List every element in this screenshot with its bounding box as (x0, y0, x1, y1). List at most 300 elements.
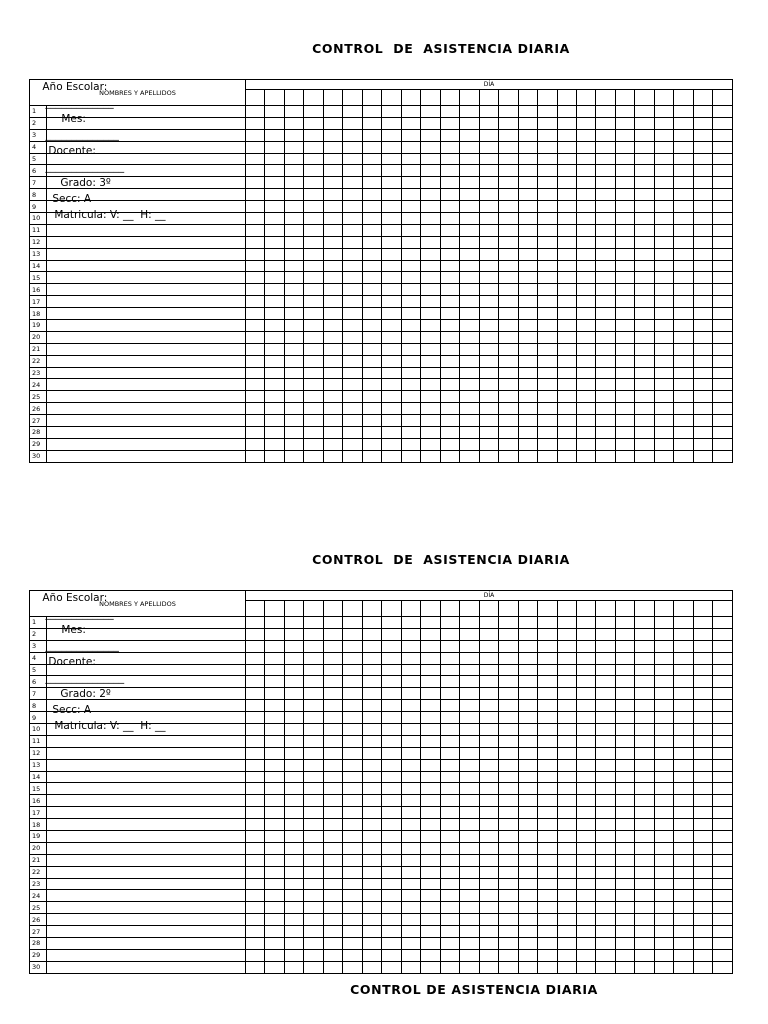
attendance-cell[interactable] (323, 260, 342, 272)
attendance-cell[interactable] (576, 688, 595, 700)
attendance-cell[interactable] (440, 688, 459, 700)
attendance-cell[interactable] (460, 106, 479, 118)
attendance-cell[interactable] (576, 842, 595, 854)
attendance-cell[interactable] (421, 747, 440, 759)
attendance-cell[interactable] (635, 308, 654, 320)
attendance-cell[interactable] (615, 878, 634, 890)
attendance-cell[interactable] (713, 831, 733, 843)
attendance-cell[interactable] (615, 438, 634, 450)
attendance-cell[interactable] (635, 153, 654, 165)
attendance-cell[interactable] (518, 617, 537, 629)
attendance-cell[interactable] (479, 735, 498, 747)
attendance-cell[interactable] (246, 628, 265, 640)
attendance-cell[interactable] (635, 676, 654, 688)
attendance-cell[interactable] (284, 260, 303, 272)
attendance-cell[interactable] (265, 700, 284, 712)
attendance-cell[interactable] (265, 807, 284, 819)
attendance-cell[interactable] (674, 938, 693, 950)
attendance-cell[interactable] (713, 296, 733, 308)
attendance-cell[interactable] (674, 248, 693, 260)
attendance-cell[interactable] (440, 712, 459, 724)
day-header-cell[interactable] (596, 601, 615, 617)
attendance-cell[interactable] (265, 926, 284, 938)
attendance-cell[interactable] (499, 854, 518, 866)
attendance-cell[interactable] (518, 902, 537, 914)
attendance-cell[interactable] (713, 890, 733, 902)
attendance-cell[interactable] (635, 735, 654, 747)
attendance-cell[interactable] (499, 914, 518, 926)
attendance-cell[interactable] (440, 189, 459, 201)
attendance-cell[interactable] (382, 320, 401, 332)
attendance-cell[interactable] (693, 106, 712, 118)
attendance-cell[interactable] (246, 177, 265, 189)
attendance-cell[interactable] (421, 236, 440, 248)
attendance-cell[interactable] (615, 379, 634, 391)
attendance-cell[interactable] (401, 688, 420, 700)
attendance-cell[interactable] (615, 735, 634, 747)
attendance-cell[interactable] (693, 795, 712, 807)
attendance-cell[interactable] (460, 213, 479, 225)
attendance-cell[interactable] (343, 795, 362, 807)
day-header-cell[interactable] (499, 90, 518, 106)
attendance-cell[interactable] (713, 248, 733, 260)
attendance-cell[interactable] (713, 189, 733, 201)
attendance-cell[interactable] (615, 783, 634, 795)
attendance-cell[interactable] (304, 628, 323, 640)
attendance-cell[interactable] (362, 165, 381, 177)
attendance-cell[interactable] (576, 391, 595, 403)
attendance-cell[interactable] (518, 165, 537, 177)
attendance-cell[interactable] (635, 712, 654, 724)
attendance-cell[interactable] (538, 712, 557, 724)
day-header-cell[interactable] (479, 601, 498, 617)
attendance-cell[interactable] (713, 415, 733, 427)
attendance-cell[interactable] (576, 331, 595, 343)
attendance-cell[interactable] (499, 902, 518, 914)
attendance-cell[interactable] (421, 343, 440, 355)
attendance-cell[interactable] (362, 129, 381, 141)
attendance-cell[interactable] (518, 712, 537, 724)
attendance-cell[interactable] (596, 272, 615, 284)
attendance-cell[interactable] (654, 676, 673, 688)
attendance-cell[interactable] (421, 284, 440, 296)
attendance-cell[interactable] (479, 355, 498, 367)
attendance-cell[interactable] (557, 224, 576, 236)
attendance-cell[interactable] (518, 783, 537, 795)
attendance-cell[interactable] (284, 284, 303, 296)
attendance-cell[interactable] (382, 878, 401, 890)
day-header-cell[interactable] (362, 90, 381, 106)
attendance-cell[interactable] (693, 117, 712, 129)
attendance-cell[interactable] (538, 724, 557, 736)
attendance-cell[interactable] (323, 831, 342, 843)
attendance-cell[interactable] (323, 747, 342, 759)
attendance-cell[interactable] (265, 415, 284, 427)
attendance-cell[interactable] (576, 403, 595, 415)
attendance-cell[interactable] (713, 902, 733, 914)
attendance-cell[interactable] (538, 391, 557, 403)
attendance-cell[interactable] (538, 914, 557, 926)
attendance-cell[interactable] (362, 759, 381, 771)
attendance-cell[interactable] (421, 129, 440, 141)
attendance-cell[interactable] (362, 391, 381, 403)
attendance-cell[interactable] (615, 914, 634, 926)
attendance-cell[interactable] (362, 141, 381, 153)
attendance-cell[interactable] (401, 890, 420, 902)
attendance-cell[interactable] (538, 213, 557, 225)
attendance-cell[interactable] (576, 664, 595, 676)
attendance-cell[interactable] (460, 902, 479, 914)
attendance-cell[interactable] (460, 866, 479, 878)
attendance-cell[interactable] (440, 866, 459, 878)
attendance-cell[interactable] (615, 842, 634, 854)
attendance-cell[interactable] (284, 831, 303, 843)
attendance-cell[interactable] (284, 438, 303, 450)
attendance-cell[interactable] (265, 831, 284, 843)
attendance-cell[interactable] (713, 117, 733, 129)
attendance-cell[interactable] (674, 403, 693, 415)
attendance-cell[interactable] (635, 213, 654, 225)
attendance-cell[interactable] (674, 141, 693, 153)
attendance-cell[interactable] (538, 117, 557, 129)
attendance-cell[interactable] (460, 700, 479, 712)
attendance-cell[interactable] (479, 201, 498, 213)
attendance-cell[interactable] (362, 177, 381, 189)
attendance-cell[interactable] (440, 902, 459, 914)
attendance-cell[interactable] (246, 296, 265, 308)
attendance-cell[interactable] (674, 640, 693, 652)
attendance-cell[interactable] (576, 724, 595, 736)
attendance-cell[interactable] (246, 248, 265, 260)
attendance-cell[interactable] (576, 165, 595, 177)
attendance-cell[interactable] (460, 379, 479, 391)
attendance-cell[interactable] (362, 961, 381, 973)
attendance-cell[interactable] (440, 783, 459, 795)
attendance-cell[interactable] (576, 308, 595, 320)
attendance-cell[interactable] (635, 617, 654, 629)
student-name-cell[interactable] (47, 355, 246, 367)
attendance-cell[interactable] (246, 106, 265, 118)
attendance-cell[interactable] (284, 700, 303, 712)
attendance-cell[interactable] (674, 700, 693, 712)
attendance-cell[interactable] (304, 367, 323, 379)
attendance-cell[interactable] (674, 688, 693, 700)
attendance-cell[interactable] (499, 224, 518, 236)
attendance-cell[interactable] (615, 355, 634, 367)
attendance-cell[interactable] (421, 141, 440, 153)
attendance-cell[interactable] (440, 628, 459, 640)
attendance-cell[interactable] (576, 890, 595, 902)
attendance-cell[interactable] (323, 724, 342, 736)
attendance-cell[interactable] (654, 902, 673, 914)
attendance-cell[interactable] (499, 688, 518, 700)
attendance-cell[interactable] (576, 712, 595, 724)
attendance-cell[interactable] (440, 450, 459, 462)
attendance-cell[interactable] (654, 427, 673, 439)
attendance-cell[interactable] (499, 712, 518, 724)
attendance-cell[interactable] (713, 213, 733, 225)
attendance-cell[interactable] (538, 379, 557, 391)
attendance-cell[interactable] (693, 854, 712, 866)
attendance-cell[interactable] (518, 854, 537, 866)
attendance-cell[interactable] (557, 724, 576, 736)
attendance-cell[interactable] (460, 415, 479, 427)
attendance-cell[interactable] (460, 747, 479, 759)
attendance-cell[interactable] (654, 842, 673, 854)
attendance-cell[interactable] (693, 177, 712, 189)
attendance-cell[interactable] (499, 664, 518, 676)
attendance-cell[interactable] (674, 890, 693, 902)
student-name-cell[interactable] (47, 403, 246, 415)
attendance-cell[interactable] (323, 153, 342, 165)
attendance-cell[interactable] (596, 926, 615, 938)
attendance-cell[interactable] (284, 724, 303, 736)
attendance-cell[interactable] (246, 664, 265, 676)
attendance-cell[interactable] (557, 177, 576, 189)
attendance-cell[interactable] (265, 735, 284, 747)
attendance-cell[interactable] (343, 236, 362, 248)
attendance-cell[interactable] (693, 379, 712, 391)
attendance-cell[interactable] (615, 153, 634, 165)
attendance-cell[interactable] (421, 617, 440, 629)
attendance-cell[interactable] (596, 177, 615, 189)
student-name-cell[interactable] (47, 878, 246, 890)
attendance-cell[interactable] (304, 189, 323, 201)
attendance-cell[interactable] (284, 712, 303, 724)
attendance-cell[interactable] (479, 308, 498, 320)
attendance-cell[interactable] (382, 819, 401, 831)
attendance-cell[interactable] (674, 771, 693, 783)
attendance-cell[interactable] (323, 676, 342, 688)
attendance-cell[interactable] (401, 153, 420, 165)
attendance-cell[interactable] (654, 236, 673, 248)
attendance-cell[interactable] (460, 759, 479, 771)
attendance-cell[interactable] (304, 117, 323, 129)
attendance-cell[interactable] (323, 343, 342, 355)
attendance-cell[interactable] (421, 201, 440, 213)
attendance-cell[interactable] (693, 438, 712, 450)
attendance-cell[interactable] (323, 878, 342, 890)
attendance-cell[interactable] (479, 640, 498, 652)
student-name-cell[interactable] (47, 842, 246, 854)
attendance-cell[interactable] (479, 688, 498, 700)
attendance-cell[interactable] (713, 260, 733, 272)
attendance-cell[interactable] (401, 284, 420, 296)
attendance-cell[interactable] (499, 343, 518, 355)
attendance-cell[interactable] (693, 712, 712, 724)
attendance-cell[interactable] (440, 664, 459, 676)
attendance-cell[interactable] (713, 379, 733, 391)
day-header-cell[interactable] (635, 601, 654, 617)
attendance-cell[interactable] (323, 201, 342, 213)
attendance-cell[interactable] (421, 213, 440, 225)
attendance-cell[interactable] (518, 367, 537, 379)
attendance-cell[interactable] (596, 688, 615, 700)
attendance-cell[interactable] (265, 771, 284, 783)
attendance-cell[interactable] (460, 724, 479, 736)
attendance-cell[interactable] (401, 712, 420, 724)
attendance-cell[interactable] (382, 747, 401, 759)
attendance-cell[interactable] (596, 165, 615, 177)
attendance-cell[interactable] (421, 688, 440, 700)
student-name-cell[interactable] (47, 296, 246, 308)
attendance-cell[interactable] (284, 688, 303, 700)
student-name-cell[interactable] (47, 938, 246, 950)
attendance-cell[interactable] (460, 260, 479, 272)
attendance-cell[interactable] (246, 735, 265, 747)
attendance-cell[interactable] (382, 866, 401, 878)
attendance-cell[interactable] (713, 224, 733, 236)
attendance-cell[interactable] (576, 771, 595, 783)
attendance-cell[interactable] (674, 652, 693, 664)
attendance-cell[interactable] (596, 902, 615, 914)
attendance-cell[interactable] (284, 213, 303, 225)
attendance-cell[interactable] (576, 129, 595, 141)
attendance-cell[interactable] (654, 296, 673, 308)
attendance-cell[interactable] (518, 355, 537, 367)
attendance-cell[interactable] (440, 355, 459, 367)
attendance-cell[interactable] (304, 284, 323, 296)
attendance-cell[interactable] (343, 343, 362, 355)
attendance-cell[interactable] (499, 724, 518, 736)
student-name-cell[interactable] (47, 771, 246, 783)
attendance-cell[interactable] (460, 343, 479, 355)
attendance-cell[interactable] (538, 854, 557, 866)
day-header-cell[interactable] (265, 601, 284, 617)
attendance-cell[interactable] (713, 735, 733, 747)
attendance-cell[interactable] (557, 165, 576, 177)
attendance-cell[interactable] (518, 640, 537, 652)
attendance-cell[interactable] (323, 819, 342, 831)
attendance-cell[interactable] (382, 795, 401, 807)
attendance-cell[interactable] (479, 343, 498, 355)
attendance-cell[interactable] (557, 236, 576, 248)
attendance-cell[interactable] (265, 842, 284, 854)
attendance-cell[interactable] (674, 189, 693, 201)
attendance-cell[interactable] (538, 902, 557, 914)
attendance-cell[interactable] (343, 819, 362, 831)
attendance-cell[interactable] (615, 617, 634, 629)
attendance-cell[interactable] (265, 438, 284, 450)
attendance-cell[interactable] (323, 700, 342, 712)
attendance-cell[interactable] (382, 664, 401, 676)
day-header-cell[interactable] (674, 90, 693, 106)
attendance-cell[interactable] (460, 854, 479, 866)
attendance-cell[interactable] (246, 724, 265, 736)
attendance-cell[interactable] (615, 890, 634, 902)
attendance-cell[interactable] (538, 201, 557, 213)
attendance-cell[interactable] (323, 355, 342, 367)
attendance-cell[interactable] (674, 224, 693, 236)
attendance-cell[interactable] (538, 320, 557, 332)
attendance-cell[interactable] (596, 355, 615, 367)
attendance-cell[interactable] (382, 938, 401, 950)
attendance-cell[interactable] (615, 795, 634, 807)
attendance-cell[interactable] (304, 759, 323, 771)
attendance-cell[interactable] (499, 284, 518, 296)
attendance-cell[interactable] (401, 628, 420, 640)
attendance-cell[interactable] (518, 866, 537, 878)
attendance-cell[interactable] (460, 783, 479, 795)
attendance-cell[interactable] (323, 415, 342, 427)
attendance-cell[interactable] (460, 676, 479, 688)
attendance-cell[interactable] (343, 854, 362, 866)
attendance-cell[interactable] (538, 284, 557, 296)
attendance-cell[interactable] (538, 878, 557, 890)
attendance-cell[interactable] (401, 949, 420, 961)
attendance-cell[interactable] (654, 450, 673, 462)
attendance-cell[interactable] (654, 379, 673, 391)
attendance-cell[interactable] (401, 724, 420, 736)
attendance-cell[interactable] (713, 878, 733, 890)
attendance-cell[interactable] (246, 438, 265, 450)
attendance-cell[interactable] (615, 415, 634, 427)
day-header-cell[interactable] (246, 90, 265, 106)
attendance-cell[interactable] (265, 450, 284, 462)
attendance-cell[interactable] (323, 224, 342, 236)
attendance-cell[interactable] (246, 331, 265, 343)
attendance-cell[interactable] (596, 700, 615, 712)
attendance-cell[interactable] (362, 926, 381, 938)
attendance-cell[interactable] (421, 106, 440, 118)
attendance-cell[interactable] (479, 106, 498, 118)
attendance-cell[interactable] (401, 747, 420, 759)
attendance-cell[interactable] (460, 438, 479, 450)
attendance-cell[interactable] (596, 331, 615, 343)
attendance-cell[interactable] (518, 735, 537, 747)
attendance-cell[interactable] (246, 854, 265, 866)
attendance-cell[interactable] (538, 890, 557, 902)
attendance-cell[interactable] (246, 938, 265, 950)
attendance-cell[interactable] (654, 308, 673, 320)
attendance-cell[interactable] (401, 664, 420, 676)
attendance-cell[interactable] (440, 367, 459, 379)
attendance-cell[interactable] (323, 379, 342, 391)
attendance-cell[interactable] (343, 926, 362, 938)
attendance-cell[interactable] (557, 403, 576, 415)
attendance-cell[interactable] (557, 878, 576, 890)
attendance-cell[interactable] (401, 926, 420, 938)
attendance-cell[interactable] (304, 712, 323, 724)
attendance-cell[interactable] (284, 450, 303, 462)
attendance-cell[interactable] (323, 961, 342, 973)
attendance-cell[interactable] (343, 331, 362, 343)
attendance-cell[interactable] (401, 320, 420, 332)
attendance-cell[interactable] (499, 236, 518, 248)
student-name-cell[interactable] (47, 379, 246, 391)
attendance-cell[interactable] (265, 308, 284, 320)
attendance-cell[interactable] (265, 724, 284, 736)
attendance-cell[interactable] (421, 355, 440, 367)
attendance-cell[interactable] (713, 355, 733, 367)
attendance-cell[interactable] (479, 117, 498, 129)
day-header-cell[interactable] (246, 601, 265, 617)
attendance-cell[interactable] (635, 949, 654, 961)
attendance-cell[interactable] (499, 403, 518, 415)
attendance-cell[interactable] (362, 747, 381, 759)
attendance-cell[interactable] (713, 747, 733, 759)
attendance-cell[interactable] (479, 866, 498, 878)
attendance-cell[interactable] (401, 427, 420, 439)
attendance-cell[interactable] (693, 296, 712, 308)
attendance-cell[interactable] (654, 866, 673, 878)
attendance-cell[interactable] (518, 106, 537, 118)
attendance-cell[interactable] (362, 938, 381, 950)
attendance-cell[interactable] (557, 438, 576, 450)
attendance-cell[interactable] (401, 331, 420, 343)
attendance-cell[interactable] (382, 628, 401, 640)
attendance-cell[interactable] (323, 213, 342, 225)
